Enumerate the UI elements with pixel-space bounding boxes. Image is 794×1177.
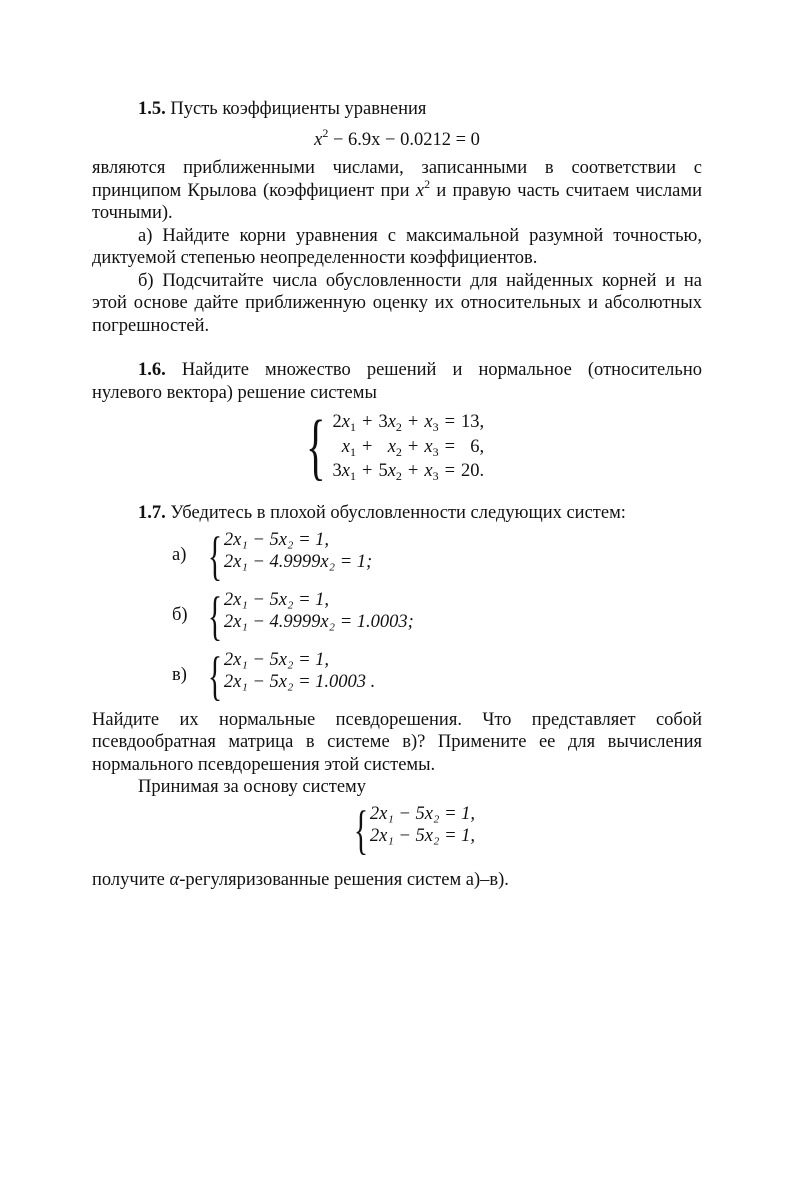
problem-1-7-text4: получите α-регуляризованные решения систем а)–в). <box>92 869 509 890</box>
operator: 6, <box>470 436 485 457</box>
operator: + <box>407 436 419 457</box>
system-row <box>330 459 488 484</box>
brace-icon: { <box>207 585 223 646</box>
term: $x_1$ <box>341 436 356 459</box>
system-row <box>330 410 488 435</box>
problem-1-7-text: 1.7. Убедитесь в плохой обусловленности следующих систем: <box>138 503 626 523</box>
problem-number: 1.7. <box>138 503 166 523</box>
equation-quadratic: $x^2 - 6.9x - 0.0212 = 0$ <box>314 125 480 150</box>
brace-icon: { <box>207 525 223 586</box>
operator: + <box>407 412 419 433</box>
problem-1-7-text3: Принимая за основу систему <box>138 777 367 797</box>
brace-icon: { <box>353 799 369 860</box>
problem-1-5-intro: 1.5. Пусть коэффициенты уравнения <box>138 99 427 119</box>
operator: 13, <box>461 412 485 433</box>
page <box>92 98 702 891</box>
operator: + <box>407 461 419 482</box>
system-row <box>330 435 488 460</box>
base-system: { 2x₁ − 5x₂ = 1, 2x₁ − 5x₂ = 1, <box>353 799 476 860</box>
term: $x_2$ <box>387 436 402 459</box>
term: $x_3$ <box>424 436 439 459</box>
term: $x_3$ <box>424 412 439 435</box>
term: $2x_1$ <box>332 412 356 435</box>
system-b: б) { 2x₁ − 5x₂ = 1, 2x₁ − 4.9999x₂ = 1.0003; <box>172 585 414 646</box>
operator: 20. <box>461 461 485 482</box>
problem-1-5-part-b: б) Подсчитайте числа обусловленности для найденных корней и на этой основе дайте приближенную оценку их относительных и абсолютных погрешностей. <box>92 270 702 336</box>
term: $x_3$ <box>424 461 439 484</box>
problem-1-6-text: 1.6. Найдите множество решений и нормальное (относительно нулевого вектора) решение системы <box>92 360 702 403</box>
problem-1-7-text2: Найдите их нормальные псевдорешения. Что представляет собой псевдообратная матрица в системе в)? Примените ее для вычисления нормального псевдорешения этой системы. <box>92 709 702 775</box>
problem-1-5-part-a: а) Найдите корни уравнения с максимальной разумной точностью, диктуемой степенью неопределенности коэффициентов. <box>92 225 702 268</box>
problem-number: 1.6. <box>138 360 166 380</box>
operator: + <box>362 436 373 457</box>
operator: = <box>444 412 455 433</box>
term: $3x_1$ <box>332 461 356 484</box>
system-a: а) { 2x₁ − 5x₂ = 1, 2x₁ − 4.9999x₂ = 1; <box>172 525 373 586</box>
problem-number: 1.5. <box>138 99 166 119</box>
system-v: в) { 2x₁ − 5x₂ = 1, 2x₁ − 5x₂ = 1.0003 . <box>172 645 376 706</box>
brace-icon: { <box>305 406 326 488</box>
operator: = <box>444 436 455 457</box>
term: $3x_2$ <box>378 412 402 435</box>
linear-system-3x3 <box>298 406 487 488</box>
operator: + <box>362 461 373 482</box>
system-table <box>330 410 488 484</box>
problem-1-5-text: являются приближенными числами, записанными в соответствии с принципом Крылова (коэффициент при $x^2$ и правую часть считаем числами точными). <box>92 158 703 223</box>
operator: + <box>362 412 373 433</box>
operator: = <box>444 461 455 482</box>
alpha-symbol: α <box>169 869 180 890</box>
brace-icon: { <box>207 645 223 706</box>
term: $5x_2$ <box>378 461 402 484</box>
